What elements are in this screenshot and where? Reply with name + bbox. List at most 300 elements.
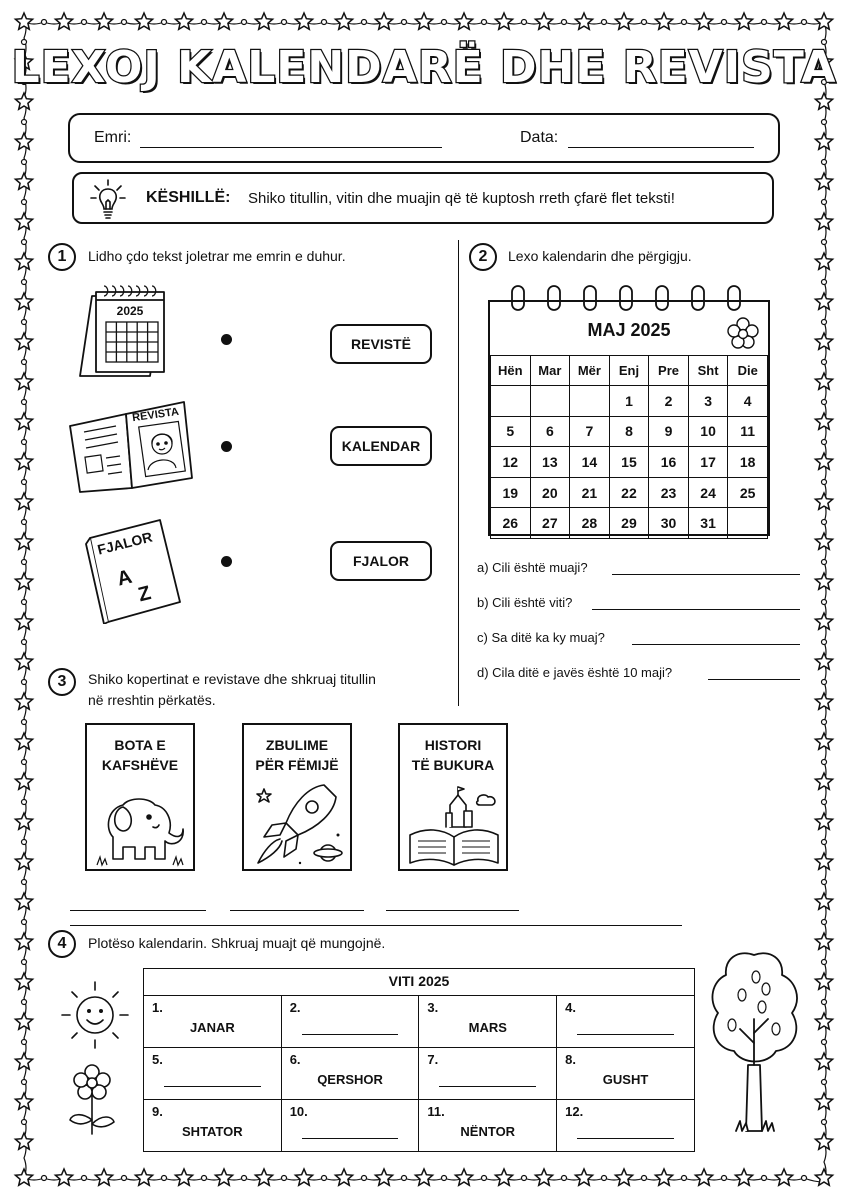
border-star — [495, 13, 512, 29]
border-dot — [22, 280, 27, 285]
border-star — [815, 293, 832, 309]
border-dot — [722, 1176, 727, 1181]
match-dot-magazine[interactable] — [221, 441, 232, 452]
calendar-day-cell: 3 — [688, 386, 728, 417]
border-star — [815, 333, 832, 349]
border-dot — [322, 1176, 327, 1181]
exercise-3-instruction-line2: në rreshtin përkatës. — [88, 692, 216, 708]
calendar-title: MAJ 2025 — [587, 320, 671, 340]
border-dot — [22, 160, 27, 165]
month-number: 7. — [427, 1052, 439, 1067]
month-blank-line[interactable] — [302, 1034, 399, 1035]
cover-stories — [398, 723, 508, 871]
border-dot — [22, 560, 27, 565]
lightbulb-icon — [90, 178, 126, 222]
border-dot — [482, 20, 487, 25]
border-dot — [402, 20, 407, 25]
rocket-icon — [250, 779, 346, 869]
month-cell — [144, 996, 282, 1048]
border-star — [735, 13, 752, 29]
calendar-day-cell: 7 — [570, 416, 610, 447]
border-star — [815, 133, 832, 149]
month-number: 12. — [565, 1104, 584, 1119]
border-star — [295, 13, 312, 29]
page-title: LEXOJ KALENDARË DHE REVISTA — [11, 42, 837, 93]
border-star — [55, 13, 72, 29]
answer-field-3[interactable] — [632, 644, 800, 645]
border-star — [15, 93, 32, 109]
border-star — [575, 1169, 592, 1185]
tree-icon — [706, 945, 802, 1135]
cover-stories-title-1: HISTORI — [424, 737, 482, 753]
month-number: 11. — [427, 1104, 445, 1119]
border-dot — [202, 1176, 207, 1181]
month-name: QERSHOR — [317, 1072, 383, 1087]
calendar-day-cell: 11 — [728, 416, 768, 447]
border-star — [55, 1169, 72, 1185]
border-dot — [822, 200, 827, 205]
calendar-day-cell: 2 — [649, 386, 689, 417]
calendar-day-cell: 17 — [688, 447, 728, 478]
border-star — [335, 13, 352, 29]
border-star — [375, 13, 392, 29]
calendar-day-cell: 21 — [570, 477, 610, 508]
border-dot — [822, 1080, 827, 1085]
border-star — [815, 413, 832, 429]
question-2: b) Cili është viti? — [477, 595, 573, 610]
calendar-day-cell: 15 — [609, 447, 649, 478]
border-dot — [22, 1080, 27, 1085]
border-dot — [442, 20, 447, 25]
border-star — [95, 13, 112, 29]
cover-animals — [85, 723, 195, 871]
border-dot — [822, 760, 827, 765]
month-cell[interactable] — [419, 1048, 557, 1100]
cover-discoveries-title-1: ZBULIME — [265, 737, 329, 753]
border-dot — [682, 20, 687, 25]
border-star — [135, 1169, 152, 1185]
border-dot — [322, 20, 327, 25]
border-star — [15, 1169, 32, 1185]
month-blank-line[interactable] — [577, 1034, 674, 1035]
border-star — [575, 13, 592, 29]
answer-line-1[interactable] — [70, 910, 206, 911]
weekday-header: Hën — [491, 356, 531, 386]
year-table-title: VITI 2025 — [144, 969, 695, 996]
border-star — [15, 933, 32, 949]
border-dot — [822, 480, 827, 485]
border-dot — [822, 840, 827, 845]
calendar-day-cell: 24 — [688, 477, 728, 508]
answer-line-3[interactable] — [386, 910, 519, 911]
column-divider — [458, 240, 459, 706]
calendar-day-cell: 10 — [688, 416, 728, 447]
calendar-day-cell: 6 — [530, 416, 570, 447]
border-dot — [22, 760, 27, 765]
border-dot — [522, 20, 527, 25]
flower-plant-icon — [64, 1064, 120, 1136]
month-blank-line[interactable] — [439, 1086, 536, 1087]
border-star — [655, 13, 672, 29]
border-dot — [822, 280, 827, 285]
option-kalendar[interactable]: KALENDAR — [330, 426, 432, 466]
border-star — [815, 213, 832, 229]
month-number: 10. — [289, 1104, 308, 1119]
answer-field-4[interactable] — [708, 679, 800, 680]
month-number: 3. — [427, 1000, 439, 1015]
calendar-day-cell: 4 — [728, 386, 768, 417]
border-star — [695, 1169, 712, 1185]
border-star — [415, 13, 432, 29]
border-dot — [22, 600, 27, 605]
calendar-day-cell: 16 — [649, 447, 689, 478]
border-dot — [242, 20, 247, 25]
border-star — [775, 13, 792, 29]
month-number: 1. — [152, 1000, 163, 1015]
month-number: 5. — [152, 1052, 163, 1067]
border-dot — [22, 720, 27, 725]
border-star — [455, 1169, 472, 1185]
border-dot — [22, 120, 27, 125]
calendar-day-cell: 25 — [728, 477, 768, 508]
question-1: a) Cili është muaji? — [477, 560, 588, 575]
month-name: MARS — [468, 1020, 507, 1035]
match-dot-dictionary[interactable] — [221, 556, 232, 567]
border-star — [15, 573, 32, 589]
dictionary-icon — [80, 518, 188, 624]
month-cell — [419, 1100, 557, 1152]
calendar-day-cell: 30 — [649, 508, 689, 539]
border-dot — [22, 640, 27, 645]
month-number: 8. — [565, 1052, 576, 1067]
dictionary-letter-a: A — [114, 565, 135, 591]
border-dot — [22, 840, 27, 845]
border-star — [175, 13, 192, 29]
border-star — [15, 733, 32, 749]
border-dot — [22, 360, 27, 365]
border-dot — [162, 20, 167, 25]
exercise-2-instruction: Lexo kalendarin dhe përgigju. — [508, 248, 692, 264]
month-cell — [144, 1100, 282, 1152]
dictionary-label: FJALOR — [95, 528, 154, 558]
month-blank-line[interactable] — [164, 1086, 261, 1087]
border-dot — [22, 440, 27, 445]
border-dot — [162, 1176, 167, 1181]
border-star — [815, 933, 832, 949]
weekday-header: Mër — [570, 356, 610, 386]
border-dot — [822, 720, 827, 725]
border-star — [15, 253, 32, 269]
border-dot — [22, 800, 27, 805]
border-dot — [822, 440, 827, 445]
border-star — [615, 13, 632, 29]
border-star — [15, 613, 32, 629]
calendar-day-cell: 27 — [530, 508, 570, 539]
border-star — [15, 373, 32, 389]
border-dot — [282, 1176, 287, 1181]
border-star — [95, 1169, 112, 1185]
border-star — [415, 1169, 432, 1185]
border-dot — [822, 880, 827, 885]
cover-discoveries — [242, 723, 352, 871]
month-number: 9. — [152, 1104, 163, 1119]
month-blank-line[interactable] — [577, 1138, 674, 1139]
answer-field-1[interactable] — [612, 574, 800, 575]
option-reviste[interactable]: REVISTË — [330, 324, 432, 364]
border-star — [15, 173, 32, 189]
month-blank-line[interactable] — [302, 1138, 399, 1139]
answer-line-2[interactable] — [230, 910, 364, 911]
weekday-header: Mar — [530, 356, 570, 386]
date-label: Data: — [520, 129, 559, 146]
calendar-year-label: 2025 — [116, 304, 144, 318]
calendar-day-cell: 31 — [688, 508, 728, 539]
border-star — [815, 93, 832, 109]
question-3: c) Sa ditë ka ky muaj? — [477, 630, 605, 645]
flower-icon — [726, 316, 760, 350]
border-star — [815, 493, 832, 509]
calendar-day-cell: 14 — [570, 447, 610, 478]
border-star — [15, 413, 32, 429]
calendar-day-cell: 13 — [530, 447, 570, 478]
border-dot — [822, 1120, 827, 1125]
month-name: GUSHT — [602, 1072, 649, 1087]
border-star — [15, 653, 32, 669]
border-dot — [22, 520, 27, 525]
border-star — [15, 1053, 32, 1069]
border-star — [615, 1169, 632, 1185]
border-dot — [602, 20, 607, 25]
border-star — [15, 453, 32, 469]
border-dot — [642, 1176, 647, 1181]
border-star — [135, 13, 152, 29]
exercise-2-number: 2 — [469, 243, 497, 271]
border-dot — [722, 20, 727, 25]
border-star — [535, 1169, 552, 1185]
border-star — [815, 1093, 832, 1109]
border-dot — [762, 1176, 767, 1181]
month-cell[interactable] — [557, 996, 695, 1048]
month-cell[interactable] — [281, 996, 419, 1048]
border-dot — [42, 1176, 47, 1181]
name-date-box — [68, 113, 780, 163]
border-star — [815, 1013, 832, 1029]
border-dot — [402, 1176, 407, 1181]
border-star — [815, 1133, 832, 1149]
border-star — [215, 13, 232, 29]
border-dot — [822, 360, 827, 365]
border-dot — [42, 20, 47, 25]
cover-animals-title-2: KAFSHËVE — [101, 757, 179, 773]
border-dot — [762, 20, 767, 25]
cover-stories-title-2: TË BUKURA — [411, 757, 495, 773]
option-fjalor[interactable]: FJALOR — [330, 541, 432, 581]
cover-discoveries-title-2: PËR FËMIJË — [255, 757, 339, 773]
dictionary-letter-z: Z — [135, 582, 154, 607]
border-dot — [22, 1040, 27, 1045]
month-name: JANAR — [189, 1020, 235, 1035]
border-dot — [242, 1176, 247, 1181]
border-star — [15, 893, 32, 909]
month-cell[interactable] — [281, 1100, 419, 1152]
calendar-day-cell: 5 — [491, 416, 531, 447]
border-star — [815, 453, 832, 469]
sun-icon — [58, 978, 132, 1052]
calendar-day-cell: 8 — [609, 416, 649, 447]
border-star — [815, 733, 832, 749]
border-dot — [562, 1176, 567, 1181]
border-dot — [822, 1040, 827, 1045]
border-star — [815, 773, 832, 789]
border-star — [15, 13, 32, 29]
border-dot — [522, 1176, 527, 1181]
border-star — [15, 133, 32, 149]
border-star — [815, 693, 832, 709]
border-dot — [82, 1176, 87, 1181]
month-cell[interactable] — [144, 1048, 282, 1100]
border-star — [815, 373, 832, 389]
exercise-3-instruction-line1: Shiko kopertinat e revistave dhe shkruaj titullin — [88, 671, 376, 687]
question-4: d) Cila ditë e javës është 10 maji? — [477, 665, 673, 680]
weekday-header: Pre — [649, 356, 689, 386]
calendar-day-cell — [570, 386, 610, 417]
border-dot — [822, 560, 827, 565]
border-star — [175, 1169, 192, 1185]
border-dot — [482, 1176, 487, 1181]
name-field[interactable] — [140, 147, 442, 148]
border-star — [815, 653, 832, 669]
weekday-header: Sht — [688, 356, 728, 386]
exercise-4-instruction: Plotëso kalendarin. Shkruaj muajt që mungojnë. — [88, 935, 386, 951]
border-dot — [822, 680, 827, 685]
date-field[interactable] — [568, 147, 754, 148]
border-dot — [362, 20, 367, 25]
border-star — [815, 1169, 832, 1185]
border-star — [815, 813, 832, 829]
border-star — [15, 333, 32, 349]
month-name: SHTATOR — [182, 1124, 243, 1139]
border-dot — [822, 400, 827, 405]
border-star — [815, 893, 832, 909]
border-star — [15, 213, 32, 229]
calendar-day-cell: 12 — [491, 447, 531, 478]
section-divider — [70, 925, 682, 926]
exercise-1-instruction: Lidho çdo tekst joletrar me emrin e duhur. — [88, 248, 346, 264]
calendar-day-cell — [491, 386, 531, 417]
border-dot — [202, 20, 207, 25]
border-star — [655, 1169, 672, 1185]
exercise-3-number: 3 — [48, 668, 76, 696]
border-dot — [682, 1176, 687, 1181]
border-star — [815, 613, 832, 629]
calendar-day-cell: 23 — [649, 477, 689, 508]
border-star — [335, 1169, 352, 1185]
border-dot — [822, 520, 827, 525]
border-dot — [22, 400, 27, 405]
border-dot — [802, 20, 807, 25]
magazine-icon — [66, 398, 196, 494]
storybook-icon — [406, 783, 502, 869]
month-name: NËNTOR — [460, 1124, 516, 1139]
calendar-day-cell — [728, 508, 768, 539]
border-star — [375, 1169, 392, 1185]
border-star — [255, 13, 272, 29]
border-star — [15, 773, 32, 789]
border-star — [815, 853, 832, 869]
match-dot-calendar[interactable] — [221, 334, 232, 345]
border-dot — [122, 20, 127, 25]
calendar-icon — [74, 282, 174, 380]
border-star — [815, 1053, 832, 1069]
calendar-day-cell: 26 — [491, 508, 531, 539]
answer-field-2[interactable] — [592, 609, 800, 610]
month-cell — [281, 1048, 419, 1100]
tip-box — [72, 172, 774, 224]
border-star — [15, 813, 32, 829]
elephant-icon — [93, 785, 189, 867]
border-star — [215, 1169, 232, 1185]
calendar-day-cell: 1 — [609, 386, 649, 417]
border-star — [15, 493, 32, 509]
border-dot — [822, 160, 827, 165]
year-table — [143, 968, 695, 1152]
name-label: Emri: — [94, 129, 132, 146]
border-star — [775, 1169, 792, 1185]
border-dot — [22, 1000, 27, 1005]
border-star — [15, 973, 32, 989]
cover-animals-title-1: BOTA E — [114, 737, 166, 753]
border-star — [455, 13, 472, 29]
calendar-day-cell: 28 — [570, 508, 610, 539]
border-star — [255, 1169, 272, 1185]
border-dot — [822, 1000, 827, 1005]
border-dot — [22, 960, 27, 965]
border-dot — [122, 1176, 127, 1181]
weekday-header: Enj — [609, 356, 649, 386]
border-star — [15, 693, 32, 709]
tip-label: KËSHILLË: — [146, 189, 231, 206]
border-dot — [802, 1176, 807, 1181]
calendar-day-cell: 29 — [609, 508, 649, 539]
border-dot — [822, 960, 827, 965]
calendar-day-cell — [530, 386, 570, 417]
tip-text: Shiko titullin, vitin dhe muajin që të kuptosh rreth çfarë flet teksti! — [248, 190, 675, 207]
border-star — [815, 573, 832, 589]
border-star — [815, 533, 832, 549]
border-star — [815, 973, 832, 989]
month-number: 6. — [289, 1052, 301, 1067]
month-number: 4. — [565, 1000, 576, 1015]
exercise-1-number: 1 — [48, 243, 76, 271]
border-star — [15, 293, 32, 309]
border-dot — [22, 680, 27, 685]
month-cell — [419, 996, 557, 1048]
border-star — [815, 173, 832, 189]
border-star — [815, 253, 832, 269]
border-dot — [22, 1120, 27, 1125]
border-star — [15, 533, 32, 549]
month-cell[interactable] — [557, 1100, 695, 1152]
border-star — [295, 1169, 312, 1185]
border-dot — [822, 120, 827, 125]
border-dot — [22, 480, 27, 485]
border-dot — [602, 1176, 607, 1181]
calendar-grid — [490, 355, 768, 539]
border-dot — [822, 640, 827, 645]
border-dot — [822, 240, 827, 245]
border-dot — [822, 600, 827, 605]
border-dot — [82, 20, 87, 25]
